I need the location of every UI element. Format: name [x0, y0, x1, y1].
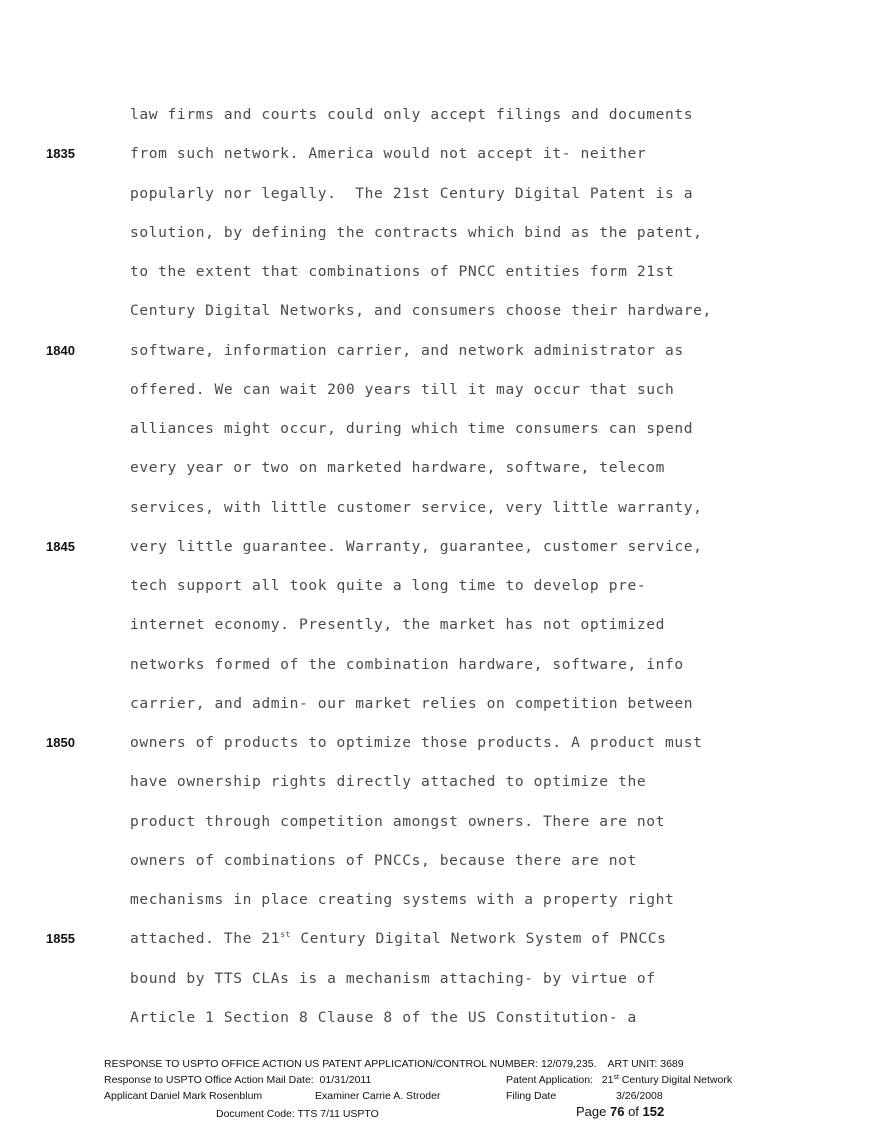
body-line-text: product through competition amongst owners. There are not [130, 812, 666, 830]
body-line [130, 772, 646, 792]
body-line [130, 890, 674, 910]
footer-filing-date: 3/26/2008 [616, 1090, 663, 1102]
body-line-text: Article 1 Section 8 Clause 8 of the US Constitution- a [130, 1008, 637, 1026]
body-line [130, 1008, 637, 1028]
footer-filing-label: Filing Date [506, 1090, 557, 1102]
footer-response-date: Response to USPTO Office Action Mail Date: 01/31/2011 [104, 1074, 372, 1086]
footer-page-number: 76 [609, 1104, 625, 1119]
body-line-text-continued: Century Digital Network System of PNCCs [291, 930, 667, 948]
body-line-text: tech support all took quite a long time to develop pre- [130, 577, 647, 594]
body-line-text: have ownership rights directly attached to optimize the [130, 773, 647, 791]
body-line-text: popularly nor legally. The 21st Century Digital Patent is a [130, 184, 694, 202]
footer-patent-title-post: Century Digital Network [618, 1074, 733, 1086]
body-line-text: alliances might occur, during which time consumers can spend [130, 420, 694, 437]
body-line [130, 851, 637, 871]
body-line [130, 615, 665, 635]
body-line [130, 655, 684, 675]
body-line [130, 184, 693, 204]
line-number: 1845 [46, 538, 75, 554]
body-line [130, 144, 646, 164]
body-line-text: owners of products to optimize those products. A product must [130, 734, 703, 751]
body-line [130, 458, 665, 478]
line-number: 1855 [46, 931, 75, 947]
body-line-text: services, with little customer service, very little warranty, [130, 498, 703, 516]
body-line-text: law firms and courts could only accept filings and documents [130, 106, 694, 123]
body-line [130, 812, 665, 832]
footer-patent-application [506, 1074, 732, 1087]
footer-page-word: Page [576, 1104, 610, 1119]
line-number: 1835 [46, 146, 75, 162]
body-line-text: very little guarantee. Warranty, guarantee, customer service, [130, 537, 703, 555]
line-number: 1840 [46, 342, 75, 358]
footer-applicant: Applicant Daniel Mark Rosenblum [104, 1090, 263, 1102]
footer-patent-title-sup: st [613, 1074, 619, 1081]
body-line [130, 301, 712, 321]
footer-patent-title-pre: 21 [601, 1074, 614, 1086]
body-line-text: attached. The 21 [130, 930, 281, 948]
body-line [130, 929, 666, 949]
body-line-text: every year or two on marketed hardware, software, telecom [130, 459, 666, 477]
body-line-text: owners of combinations of PNCCs, because there are not [130, 851, 637, 869]
body-line [130, 419, 693, 439]
footer-application-line: RESPONSE TO USPTO OFFICE ACTION US PATENT APPLICATION/CONTROL NUMBER: 12/079,235. ART UNIT: 3689 [104, 1058, 684, 1070]
body-line-text: carrier, and admin- our market relies on competition between [130, 694, 694, 712]
body-line [130, 576, 646, 596]
body-line [130, 105, 693, 125]
body-line-text: networks formed of the combination hardware, software, info [130, 655, 684, 673]
body-line [130, 969, 656, 989]
body-line-text: internet economy. Presently, the market has not optimized [130, 616, 666, 634]
body-line-text: software, information carrier, and network administrator as [130, 341, 684, 359]
body-line-text: solution, by defining the contracts which bind as the patent, [130, 223, 703, 241]
footer-patent-application-label: Patent Application: [506, 1074, 593, 1086]
body-line [130, 380, 674, 400]
body-line-superscript: st [280, 930, 292, 940]
body-line-text: mechanisms in place creating systems with a property right [130, 891, 675, 908]
body-line [130, 694, 693, 714]
body-line-text: Century Digital Networks, and consumers choose their hardware, [130, 302, 712, 320]
footer-page-total: 152 [642, 1104, 665, 1119]
body-line [130, 341, 684, 361]
body-line [130, 733, 703, 753]
body-line [130, 537, 703, 557]
body-line-text: bound by TTS CLAs is a mechanism attaching- by virtue of [130, 969, 656, 987]
body-line-text: to the extent that combinations of PNCC entities form 21st [130, 263, 675, 280]
footer-examiner: Examiner Carrie A. Stroder [315, 1090, 441, 1102]
body-line-text: from such network. America would not accept it- neither [130, 145, 647, 163]
footer-of-word: of [624, 1104, 643, 1119]
footer-page-counter [576, 1105, 664, 1118]
line-number: 1850 [46, 735, 75, 750]
body-line [130, 262, 674, 282]
footer-document-code: Document Code: TTS 7/11 USPTO [216, 1108, 379, 1120]
body-line [130, 498, 703, 518]
body-line-text: offered. We can wait 200 years till it may occur that such [130, 380, 675, 398]
body-line [130, 223, 703, 243]
